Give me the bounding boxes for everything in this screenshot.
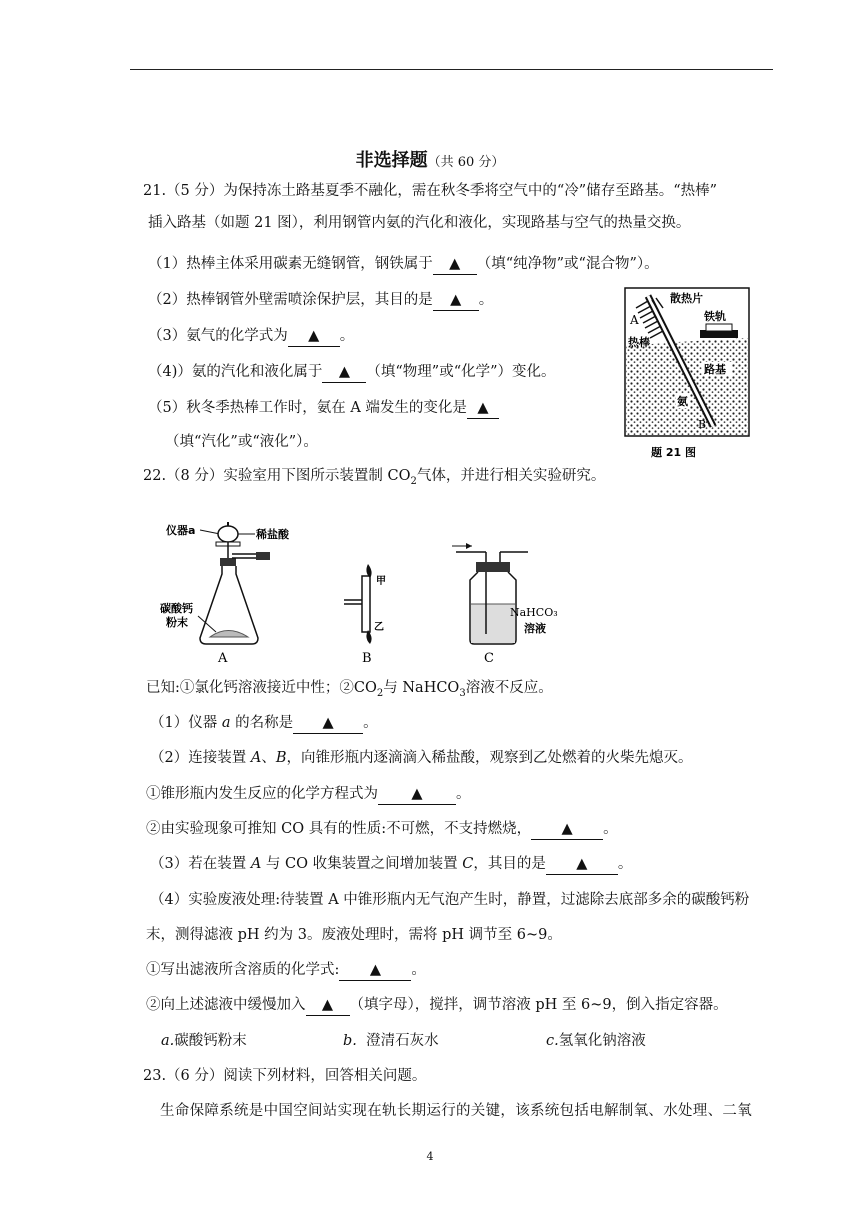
q22-s3: （3）若在装置 A 与 CO 收集装置之间增加装置 C，其目的是 ▲ 。 [150,854,632,875]
header-rule [130,69,773,70]
page-number: 4 [426,1150,434,1163]
fig22-label-solution: 溶液 [524,622,546,635]
q22-s4-2: ②向上述滤液中缓慢加入 ▲ （填字母），搅拌，调节溶液 pH 至 6~9，倒入指定容器。 [146,995,728,1016]
section-score: （共 60 分） [427,155,505,170]
q22-known: 已知:①氯化钙溶液接近中性；$②CO_2$与 NaHCO$_3$溶液不反应。 [146,680,553,699]
fig21-label-b: B [698,418,707,431]
fig22-label-instrument: 仪器a [166,524,196,537]
q21-sub2: （2）热棒钢管外壁需喷涂保护层，其目的是 ▲ 。 [148,290,493,311]
fig22-label-jia: 甲 [376,576,386,587]
fig22-label-c: C [484,651,494,666]
q21-sub4: （4)）氨的汽化和液化属于 ▲ （填“物理”或“化学”）变化。 [148,362,556,383]
fig21-label-rail: 铁轨 [704,310,726,323]
fig21-caption: 题 21 图 [651,446,696,459]
q22-option-c: c.氢氧化钠溶液 [546,1033,646,1049]
answer-blank[interactable]: ▲ [306,995,350,1016]
q22-option-b: b. 澄清石灰水 [343,1033,439,1049]
figure-21 [618,286,756,464]
q22-s2: （2）连接装置 A、B，向锥形瓶内逐滴滴入稀盐酸，观察到乙处燃着的火柴先熄灭。 [150,750,693,766]
fig22-label-powder2: 粉末 [166,616,188,629]
q23-text: 生命保障系统是中国空间站实现在轨长期运行的关键，该系统包括电解制氧、水处理、二氧 [160,1103,752,1119]
fig21-label-a: A [630,313,639,327]
answer-blank[interactable]: ▲ [288,326,340,347]
fig22-label-acid: 稀盐酸 [256,528,289,541]
q21-sub3: （3）氨气的化学式为 ▲ 。 [148,326,354,347]
q22-s1: （1）仪器 a 的名称是 ▲ 。 [150,713,378,734]
fig22-label-b: B [362,651,372,666]
answer-blank[interactable]: ▲ [433,290,479,311]
fig21-label-ammonia: 氨 [677,395,688,408]
answer-blank[interactable]: ▲ [339,960,411,981]
answer-blank[interactable]: ▲ [433,254,477,275]
fig21-label-fins: 散热片 [670,292,703,305]
fig21-label-bed: 路基 [704,363,726,376]
answer-blank[interactable]: ▲ [467,398,499,419]
fig21-label-rod: 热棒 [628,336,650,349]
q23-intro: 23.（6 分）阅读下列材料，回答相关问题。 [143,1068,427,1084]
q22-intro: 22.（8 分）实验室用下图所示装置制 $CO_2$气体，并进行相关实验研究。 [143,468,606,487]
fig22-label-powder1: 碳酸钙 [160,602,193,615]
answer-blank[interactable]: ▲ [378,784,456,805]
q22-s4-1: ①写出滤液所含溶质的化学式: ▲ 。 [146,960,426,981]
section-title [0,146,860,172]
q21-sub1: （1）热棒主体采用碳素无缝钢管，钢铁属于 ▲ （填“纯净物”或“混合物”）。 [148,254,659,275]
q22-option-a: a.碳酸钙粉末 [161,1033,247,1049]
fig22-label-a: A [218,651,228,666]
q21-line-2: 插入路基（如题 21 图），利用钢管内氨的汽化和液化，实现路基与空气的热量交换。 [148,215,691,231]
q21-line-1: 21.（5 分）为保持冻土路基夏季不融化，需在秋冬季将空气中的“冷”储存至路基。“热棒” [143,183,718,199]
q21-sub5-cont: （填“汽化”或“液化”）。 [165,434,318,450]
fig22-label-yi: 乙 [374,622,384,633]
section-title-text: 非选择题 [355,150,428,171]
q22-s4-line2: 末，测得滤液 pH 约为 3。废液处理时，需将 pH 调节至 6~9。 [146,927,562,943]
q22-s4-line1: （4）实验废液处理:待装置 A 中锥形瓶内无气泡产生时，静置，过滤除去底部多余的碳酸钙粉 [150,892,750,908]
answer-blank[interactable]: ▲ [531,819,603,840]
q22-s2-2: ②由实验现象可推知 CO 具有的性质:不可燃，不支持燃烧， ▲ 。 [146,819,618,840]
answer-blank[interactable]: ▲ [293,713,363,734]
answer-blank[interactable]: ▲ [322,362,366,383]
q21-sub5: （5）秋冬季热棒工作时，氨在 A 端发生的变化是 ▲ [148,398,499,419]
fig22-label-nahco3: NaHCO₃ [510,606,558,619]
answer-blank[interactable]: ▲ [546,854,618,875]
figure-22 [160,512,600,666]
q22-s2-1: ①锥形瓶内发生反应的化学方程式为 ▲ 。 [146,784,471,805]
